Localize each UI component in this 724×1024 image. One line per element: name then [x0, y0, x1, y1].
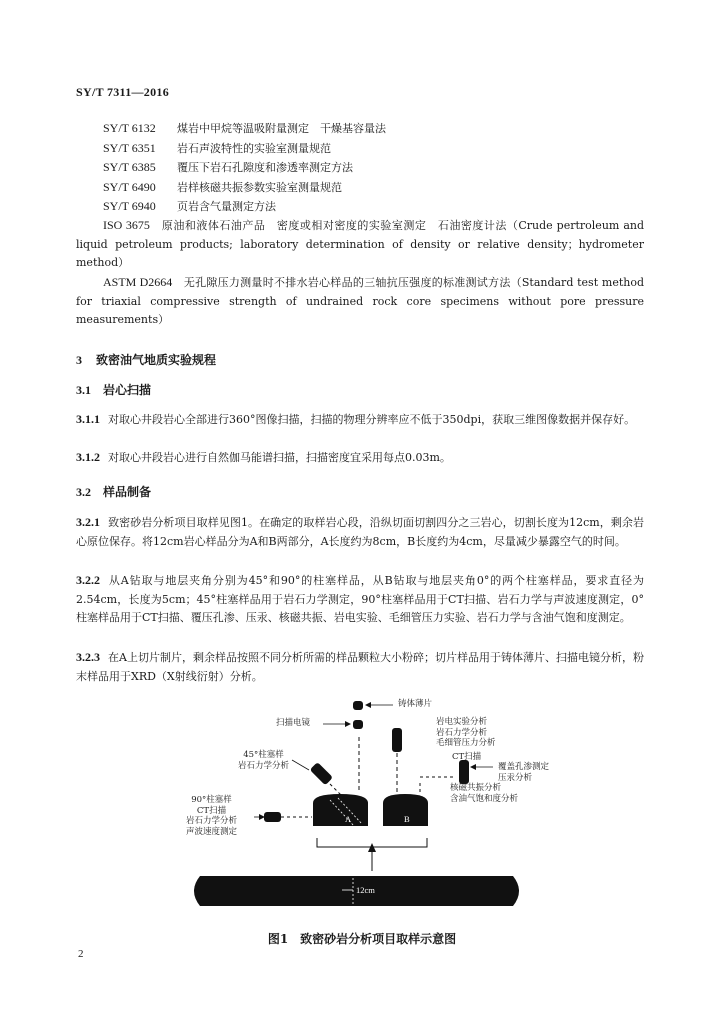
page-header: SY/T 7311—2016 — [76, 85, 169, 99]
label-b-plug-1: 岩电实验分析 岩石力学分析 毛细管压力分析 — [436, 717, 496, 748]
reference-item: SY/T 6385 覆压下岩石孔隙度和渗透率测定方法 — [103, 160, 353, 174]
label-b-plug-2: CT扫描 — [452, 752, 482, 762]
label-90-plug: 90°柱塞样 CT扫描 岩石力学分析 声波速度测定 — [186, 795, 238, 837]
label-45-plug: 45°柱塞样 岩石力学分析 — [238, 750, 290, 771]
sem-chip — [353, 720, 363, 729]
page-number: 2 — [78, 948, 84, 960]
reference-item: SY/T 6132 煤岩中甲烷等温吸附量测定 干燥基容量法 — [103, 121, 386, 135]
reference-item: SY/T 6940 页岩含气量测定方法 — [103, 199, 276, 213]
label-b-plug-2-list: 覆盖孔渗测定 压汞分析 — [498, 762, 550, 783]
plug-0-lower — [459, 760, 469, 784]
sample-piece-a — [313, 794, 368, 826]
label-cast-thin-section: 铸体薄片 — [398, 699, 433, 709]
plug-45 — [310, 762, 333, 785]
clause-3-1-1: 3.1.1 对取心井段岩心全部进行360°图像扫描，扫描的物理分辨率应不低于350dpi，获取三维图像数据并保存好。 — [76, 412, 636, 426]
label-sem: 扫描电镜 — [276, 718, 311, 728]
section-heading-3-2: 3.2 样品制备 — [76, 485, 152, 499]
clause-3-2-2: 3.2.2 从A钻取与地层夹角分别为45°和90°的柱塞样品，从B钻取与地层夹角0°的两个柱塞样品，要求直径为2.54cm，长度为5cm；45°柱塞样品用于岩石力学测定，90°柱塞样品用于CT扫描、岩石力学与声波速度测定，0°柱塞样品用于CT扫描、覆压孔渗、压汞、核磁共振、岩电实验、毛细管压力实验、岩石力学与含油气饱和度测定。 — [76, 573, 644, 624]
plug-0-upper — [392, 728, 402, 752]
clause-3-2-1: 3.2.1 致密砂岩分析项目取样见图1。在确定的取样岩心段，沿纵切面切割四分之三岩心，切割长度为12cm，剩余岩心原位保存。将12cm岩心样品分为A和B两部分，A长度约为8cm，B长度约为4cm，尽量减少暴露空气的时间。 — [76, 515, 644, 548]
label-piece-b: B — [404, 814, 410, 824]
cast-chip — [353, 701, 363, 710]
figure-caption: 图1 致密砂岩分析项目取样示意图 — [267, 932, 457, 946]
label-length: 12cm — [356, 885, 375, 895]
clause-3-2-3: 3.2.3 在A上切片制片，剩余样品按照不同分析所需的样品颗粒大小粉碎；切片样品用于铸体薄片、扫描电镜分析，粉末样品用于XRD（X射线衍射）分析。 — [76, 650, 644, 683]
reference-astm: ASTM D2664 无孔隙压力测量时不排水岩心样品的三轴抗压强度的标准测试方法（Standard test method for triaxial compressive strength of undrained rock core specimens without pore pressure measurements） — [76, 275, 644, 326]
reference-item: SY/T 6490 岩样核磁共振参数实验室测量规范 — [103, 180, 342, 194]
reference-item: SY/T 6351 岩石声波特性的实验室测量规范 — [103, 141, 331, 155]
plug-90 — [264, 812, 281, 822]
clause-3-1-2: 3.1.2 对取心井段岩心进行自然伽马能谱扫描，扫描密度宜采用每点0.03m。 — [76, 450, 451, 464]
reference-iso: ISO 3675 原油和液体石油产品 密度或相对密度的实验室测定 石油密度计法（Crude pertroleum and liquid petroleum products; laboratory determination of density or relative density；hydrometer method） — [76, 218, 645, 269]
section-heading-3-1: 3.1 岩心扫描 — [76, 383, 152, 397]
label-piece-a: A — [345, 814, 352, 824]
section-heading-3: 3 致密油气地质实验规程 — [76, 353, 217, 367]
label-b-plug-2-more: 核磁共振分析 含油气饱和度分析 — [450, 783, 519, 804]
